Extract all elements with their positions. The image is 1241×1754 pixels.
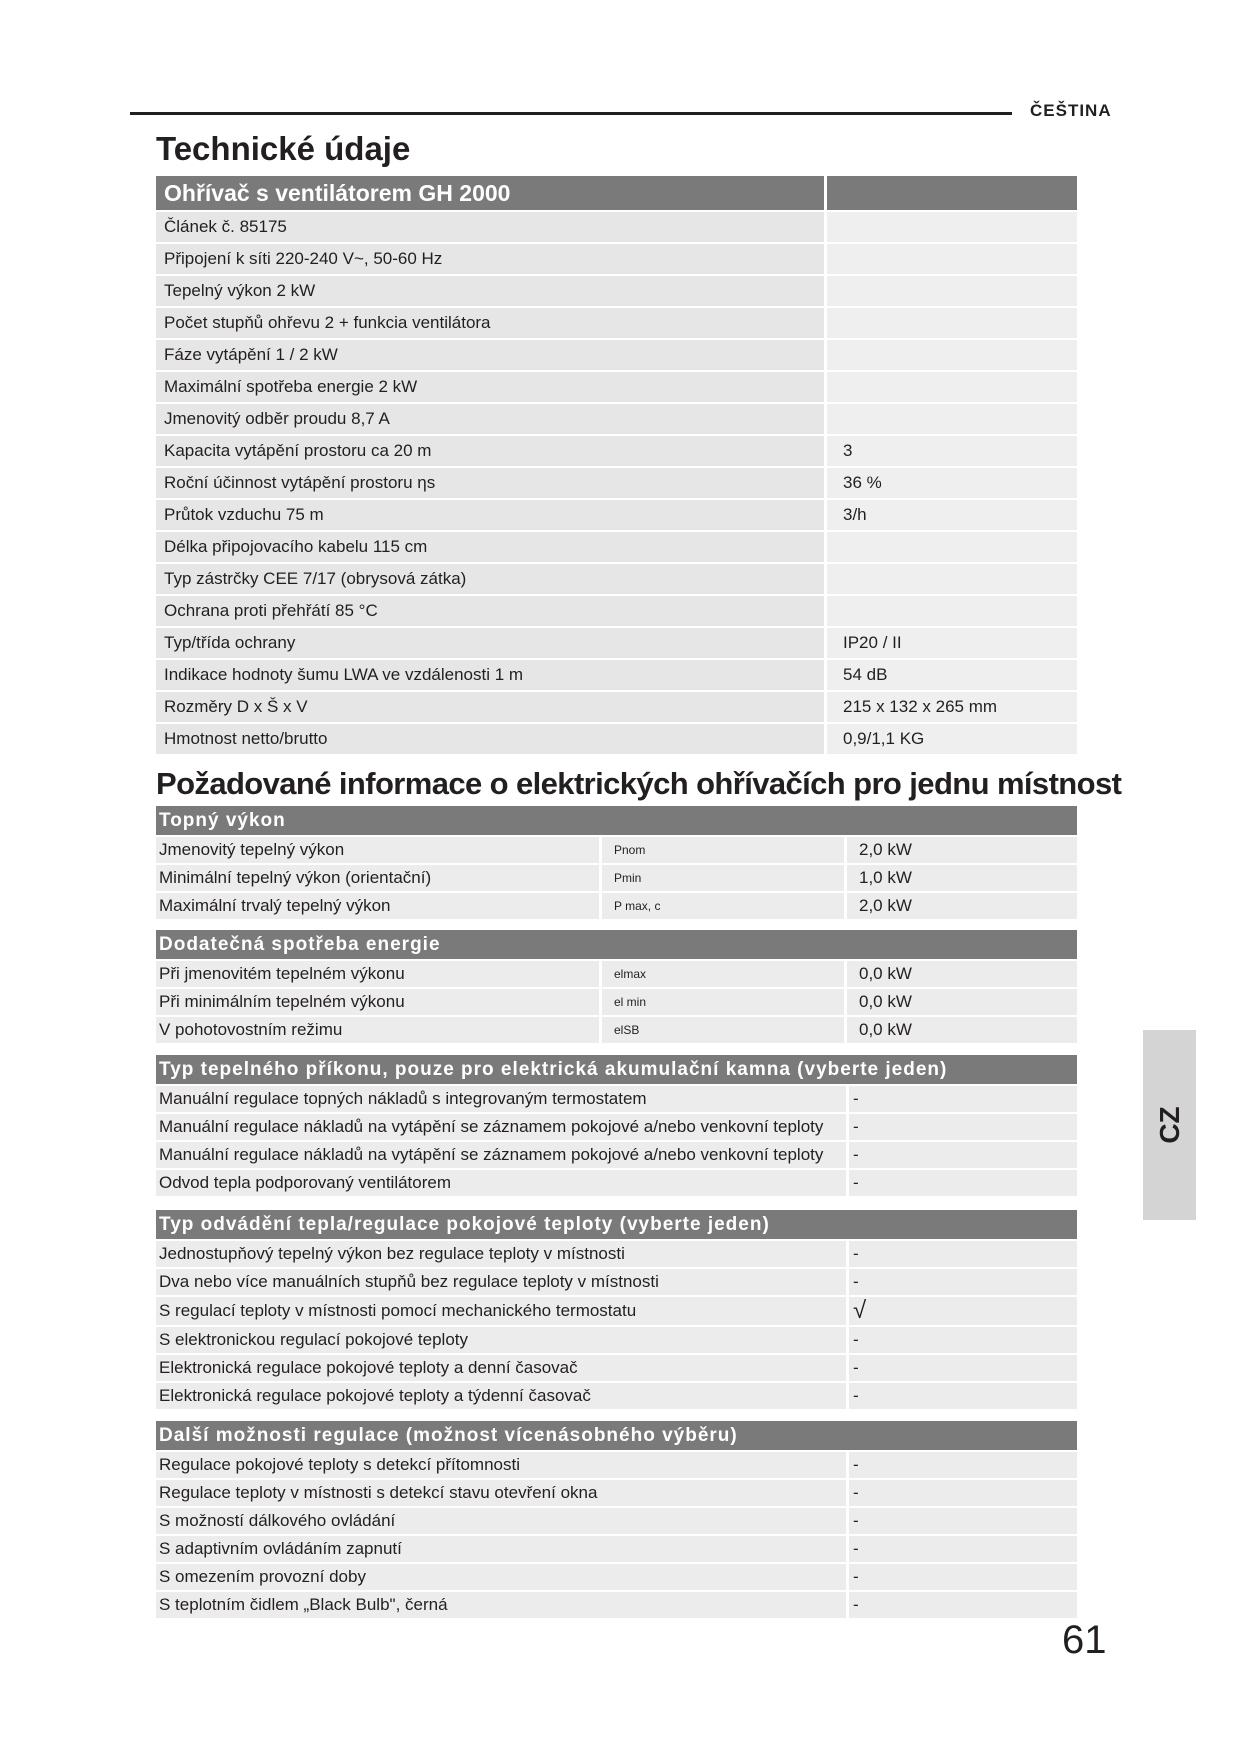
spec-value [826, 307, 1078, 339]
row-label: Minimální tepelný výkon (orientační) [156, 864, 601, 892]
row-mark: - [848, 1354, 1078, 1382]
row-label: S regulací teploty v místnosti pomocí mechanického termostatu [156, 1296, 848, 1326]
table-title: Ohřívač s ventilátorem GH 2000 [156, 176, 826, 211]
spec-label: Typ zástrčky CEE 7/17 (obrysová zátka) [156, 563, 826, 595]
table-row [156, 307, 1077, 339]
row-mark: - [848, 1451, 1078, 1479]
row-label: Při jmenovitém tepelném výkonu [156, 960, 601, 988]
row-mark: - [848, 1507, 1078, 1535]
spec-value: 54 dB [826, 659, 1078, 691]
table-row [156, 1141, 1077, 1169]
row-symbol: Pnom [601, 836, 846, 864]
spec-label: Maximální spotřeba energie 2 kW [156, 371, 826, 403]
row-label: S možností dálkového ovládání [156, 1507, 848, 1535]
row-label: Manuální regulace topných nákladů s integrovaným termostatem [156, 1085, 848, 1113]
row-label: V pohotovostním režimu [156, 1016, 601, 1044]
table-row [156, 1085, 1077, 1113]
table-row [156, 1591, 1077, 1619]
row-mark: - [848, 1382, 1078, 1410]
table-row [156, 1296, 1077, 1326]
row-label: Maximální trvalý tepelný výkon [156, 892, 601, 920]
row-symbol: elmax [601, 960, 846, 988]
checkmark-icon: √ [848, 1296, 1078, 1326]
spec-value: 3 [826, 435, 1078, 467]
section-header: Topný výkon [156, 806, 1077, 836]
table-row [156, 723, 1077, 755]
table-row [156, 892, 1077, 920]
spec-label: Typ/třída ochrany [156, 627, 826, 659]
spec-value [826, 403, 1078, 435]
spec-label: Roční účinnost vytápění prostoru ηs [156, 467, 826, 499]
spec-label: Ochrana proti přehřátí 85 °C [156, 595, 826, 627]
row-value: 0,0 kW [846, 988, 1078, 1016]
spec-value: 215 x 132 x 265 mm [826, 691, 1078, 723]
row-mark: - [848, 1563, 1078, 1591]
table-row [156, 435, 1077, 467]
other-control-table [156, 1421, 1077, 1620]
spec-value [826, 211, 1078, 243]
row-label: Jednostupňový tepelný výkon bez regulace teploty v místnosti [156, 1240, 848, 1268]
table-row [156, 1563, 1077, 1591]
section-header: Typ tepelného příkonu, pouze pro elektrická akumulační kamna (vyberte jeden) [156, 1055, 1077, 1085]
section-header: Dodatečná spotřeba energie [156, 930, 1077, 960]
spec-value [826, 563, 1078, 595]
section-header-row [156, 930, 1077, 960]
table-row [156, 691, 1077, 723]
table-row [156, 1535, 1077, 1563]
section-header-row [156, 806, 1077, 836]
spec-value [826, 243, 1078, 275]
row-mark: - [848, 1240, 1078, 1268]
spec-label: Připojení k síti 220-240 V~, 50-60 Hz [156, 243, 826, 275]
section-header: Typ odvádění tepla/regulace pokojové teploty (vyberte jeden) [156, 1210, 1077, 1240]
table-row [156, 627, 1077, 659]
heat-output-table [156, 806, 1077, 921]
row-symbol: elSB [601, 1016, 846, 1044]
section-title: Požadované informace o elektrických ohřívačích pro jednu místnost [156, 766, 1122, 801]
technical-data-table [156, 176, 1077, 756]
row-label: Elektronická regulace pokojové teploty a denní časovač [156, 1354, 848, 1382]
table-row [156, 563, 1077, 595]
spec-label: Tepelný výkon 2 kW [156, 275, 826, 307]
table-row [156, 403, 1077, 435]
row-label: S teplotním čidlem „Black Bulb", černá [156, 1591, 848, 1619]
table-row [156, 836, 1077, 864]
table-row [156, 1268, 1077, 1296]
language-side-tab-label: CZ [1154, 1106, 1185, 1144]
row-value: 0,0 kW [846, 960, 1078, 988]
table-row [156, 211, 1077, 243]
table-row [156, 659, 1077, 691]
spec-value [826, 371, 1078, 403]
table-row [156, 988, 1077, 1016]
row-mark: - [848, 1535, 1078, 1563]
row-symbol: el min [601, 988, 846, 1016]
table-row [156, 595, 1077, 627]
section-header-row [156, 1210, 1077, 1240]
row-symbol: P max, c [601, 892, 846, 920]
row-label: Manuální regulace nákladů na vytápění se záznamem pokojové a/nebo venkovní teploty [156, 1113, 848, 1141]
row-mark: - [848, 1113, 1078, 1141]
row-label: Regulace pokojové teploty s detekcí přítomnosti [156, 1451, 848, 1479]
table-row [156, 499, 1077, 531]
row-value: 2,0 kW [846, 892, 1078, 920]
spec-label: Průtok vzduchu 75 m [156, 499, 826, 531]
header-rule [130, 112, 1012, 115]
row-symbol: Pmin [601, 864, 846, 892]
spec-value: 3/h [826, 499, 1078, 531]
row-label: Dva nebo více manuálních stupňů bez regulace teploty v místnosti [156, 1268, 848, 1296]
table-row [156, 1479, 1077, 1507]
table-row [156, 1507, 1077, 1535]
row-label: Jmenovitý tepelný výkon [156, 836, 601, 864]
row-label: Manuální regulace nákladů na vytápění se záznamem pokojové a/nebo venkovní teploty [156, 1141, 848, 1169]
language-label: ČEŠTINA [1030, 101, 1112, 120]
row-label: S omezením provozní doby [156, 1563, 848, 1591]
table-row [156, 275, 1077, 307]
table-row [156, 1016, 1077, 1044]
row-label: Regulace teploty v místnosti s detekcí stavu otevření okna [156, 1479, 848, 1507]
spec-label: Kapacita vytápění prostoru ca 20 m [156, 435, 826, 467]
table-row [156, 467, 1077, 499]
section-header-row [156, 1055, 1077, 1085]
table-row [156, 1354, 1077, 1382]
heat-output-control-table [156, 1210, 1077, 1411]
table-row [156, 531, 1077, 563]
table-row [156, 1451, 1077, 1479]
spec-label: Fáze vytápění 1 / 2 kW [156, 339, 826, 371]
table-row [156, 864, 1077, 892]
table-header-empty [826, 176, 1078, 211]
row-value: 0,0 kW [846, 1016, 1078, 1044]
row-mark: - [848, 1169, 1078, 1197]
spec-label: Počet stupňů ohřevu 2 + funkcia ventilátora [156, 307, 826, 339]
spec-label: Článek č. 85175 [156, 211, 826, 243]
spec-value [826, 339, 1078, 371]
row-mark: - [848, 1268, 1078, 1296]
spec-value [826, 595, 1078, 627]
spec-label: Délka připojovacího kabelu 115 cm [156, 531, 826, 563]
spec-value: 0,9/1,1 KG [826, 723, 1078, 755]
table-row [156, 243, 1077, 275]
page-number: 61 [1062, 1618, 1107, 1662]
section-header: Další možnosti regulace (možnost vícenásobného výběru) [156, 1421, 1077, 1451]
row-label: Při minimálním tepelném výkonu [156, 988, 601, 1016]
row-label: Odvod tepla podporovaný ventilátorem [156, 1169, 848, 1197]
row-value: 2,0 kW [846, 836, 1078, 864]
table-row [156, 371, 1077, 403]
spec-label: Indikace hodnoty šumu LWA ve vzdálenosti 1 m [156, 659, 826, 691]
spec-value [826, 275, 1078, 307]
spec-label: Rozměry D x Š x V [156, 691, 826, 723]
table-row [156, 1326, 1077, 1354]
row-mark: - [848, 1591, 1078, 1619]
spec-value: 36 % [826, 467, 1078, 499]
spec-value [826, 531, 1078, 563]
spec-value: IP20 / II [826, 627, 1078, 659]
table-row [156, 1382, 1077, 1410]
row-label: Elektronická regulace pokojové teploty a týdenní časovač [156, 1382, 848, 1410]
table-row [156, 1113, 1077, 1141]
page-title: Technické údaje [156, 130, 411, 167]
table-row [156, 960, 1077, 988]
row-mark: - [848, 1326, 1078, 1354]
table-row [156, 1240, 1077, 1268]
row-value: 1,0 kW [846, 864, 1078, 892]
table-header-row [156, 176, 1077, 211]
row-mark: - [848, 1141, 1078, 1169]
row-mark: - [848, 1479, 1078, 1507]
heat-input-type-table [156, 1055, 1077, 1198]
spec-label: Jmenovitý odběr proudu 8,7 A [156, 403, 826, 435]
table-row [156, 339, 1077, 371]
table-row [156, 1169, 1077, 1197]
spec-label: Hmotnost netto/brutto [156, 723, 826, 755]
row-label: S elektronickou regulací pokojové teploty [156, 1326, 848, 1354]
aux-consumption-table [156, 930, 1077, 1045]
section-header-row [156, 1421, 1077, 1451]
row-mark: - [848, 1085, 1078, 1113]
row-label: S adaptivním ovládáním zapnutí [156, 1535, 848, 1563]
